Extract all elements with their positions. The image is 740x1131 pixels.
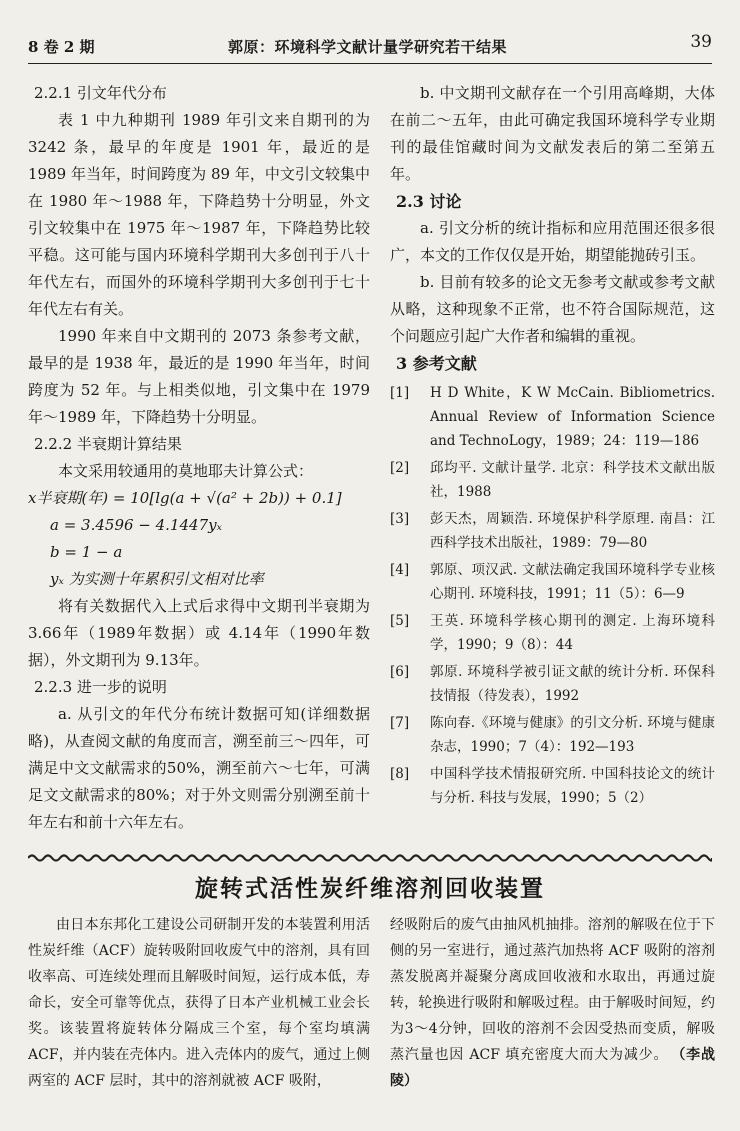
article-text-right-body: 经吸附后的废气由抽风机抽排。溶剂的解吸在位于下侧的另一室进行，通过蒸汽加热将 ACF 吸附的溶剂蒸发脱离并凝聚分离成回收液和水取出，再通过旋转，轮换进行吸附和解吸过程。由于解吸时间短，约为3～4分钟，回收的溶剂不会因受热而变质，解吸蒸汽量也因 ACF 填充密度大而大为减少。 bbox=[390, 917, 715, 1063]
reference-item bbox=[390, 711, 715, 759]
article-left-column bbox=[28, 912, 370, 1094]
right-column bbox=[390, 80, 715, 813]
section-2-2-3-title: 2.2.3 进一步的说明 bbox=[34, 678, 167, 696]
half-life-formula: x半衰期(年) = 10[lg(a + √(a² + 2b)) + 0.1] bbox=[28, 489, 342, 507]
section-2-2-3-para-a: a. 从引文的年代分布统计数据可知(详细数据略)，从查阅文献的角度而言，溯至前三～四年，可满足中文文献需求的50%，溯至前六～七年，可满足文文献需求的80%；对于外文则需分别溯至前十年左右和前十六年左右。 bbox=[28, 705, 370, 831]
section-2-2-2-para-1: 本文采用较通用的莫地耶夫计算公式： bbox=[58, 462, 314, 480]
reference-text: H D White，K W McCain. Bibliometrics. Annual Review of Information Science and TechnoLogy，1989；24：119—186 bbox=[430, 385, 715, 449]
section-2-2-1-title: 2.2.1 引文年代分布 bbox=[34, 84, 167, 102]
reference-number: [2] bbox=[390, 460, 410, 476]
section-2-3-title: 2.3 讨论 bbox=[396, 192, 462, 211]
running-title: 郭原：环境科学文献计量学研究若干结果 bbox=[228, 38, 508, 56]
reference-item bbox=[390, 660, 715, 708]
formula-yx-definition: yₓ 为实测十年累积引文相对比率 bbox=[50, 570, 264, 588]
article-author: （李战陵） bbox=[390, 1047, 715, 1089]
section-2-2-1-para-2: 1990 年来自中文期刊的 2073 条参考文献，最早的是 1938 年，最近的是 1990 年当年，时间跨度为 52 年。与上相类似地，引文集中在 1979 年～1989 年，下降趋势十分明显。 bbox=[28, 327, 370, 426]
left-column bbox=[28, 80, 370, 836]
article-right-column bbox=[390, 912, 715, 1094]
section-2-2-1-para-1: 表 1 中九种期刊 1989 年引文来自期刊的为 3242 条，最早的年度是 1901 年，最近的是 1989 年当年，时间跨度为 89 年，中文引文较集中在 1980 年～1988 年，下降趋势十分明显，外文引文较集中在 1975 年～1987 年，下降趋势比较平稳。这可能与国内环境科学期刊大多创刊于八十年代左右，而国外的环境科学期刊大多创刊于七十年代左右有关。 bbox=[28, 111, 370, 318]
reference-item bbox=[390, 762, 715, 810]
reference-number: [7] bbox=[390, 715, 410, 731]
reference-text: 陈向春.《环境与健康》的引文分析. 环境与健康杂志，1990；7（4）：192—193 bbox=[430, 715, 715, 755]
formula-a: a = 3.4596 − 4.1447yₓ bbox=[50, 516, 222, 534]
reference-number: [4] bbox=[390, 562, 410, 578]
reference-text: 王英. 环境科学核心期刊的测定. 上海环境科学，1990；9（8）：44 bbox=[430, 613, 715, 653]
reference-number: [5] bbox=[390, 613, 410, 629]
volume-label: 8 卷 2 期 bbox=[28, 38, 95, 56]
reference-text: 彭天杰，周颖浩. 环境保护科学原理. 南昌：江西科学技术出版社，1989：79—80 bbox=[430, 511, 715, 551]
wavy-divider bbox=[28, 851, 712, 865]
header-rule bbox=[28, 63, 712, 64]
formula-b: b = 1 − a bbox=[50, 543, 123, 561]
references-title: 3 参考文献 bbox=[396, 354, 477, 373]
reference-item bbox=[390, 507, 715, 555]
reference-text: 郭原. 环境科学被引证文献的统计分析. 环保科技情报（待发表），1992 bbox=[430, 664, 715, 704]
reference-text: 邱均平. 文献计量学. 北京：科学技术文献出版社，1988 bbox=[430, 460, 715, 500]
reference-number: [6] bbox=[390, 664, 410, 680]
reference-item bbox=[390, 381, 715, 453]
article-text-left: 由日本东邦化工建设公司研制开发的本装置利用活性炭纤维（ACF）旋转吸附回收废气中的溶剂，具有回收率高、可连续处理而且解吸时间短，运行成本低，寿命长，安全可靠等优点，获得了日本产业机械工业会长奖。该装置将旋转体分隔成三个室，每个室均填满 ACF，并内装在壳体内。进入壳体内的废气，通过上侧两室的 ACF 层时，其中的溶剂就被 ACF 吸附， bbox=[28, 917, 370, 1089]
running-header bbox=[28, 30, 712, 58]
reference-number: [3] bbox=[390, 511, 410, 527]
section-2-2-2-para-2: 将有关数据代入上式后求得中文期刊半衰期为 3.66年（1989年数据）或 4.14年（1990年数据），外文期刊为 9.13年。 bbox=[28, 597, 370, 669]
section-2-2-3-para-b: b. 中文期刊文献存在一个引用高峰期，大体在前二～五年，由此可确定我国环境科学专业期刊的最佳馆藏时间为文献发表后的第二至第五年。 bbox=[390, 84, 715, 183]
reference-text: 郭原、项汉武. 文献法确定我国环境科学专业核心期刊. 环境科技，1991；11（5）：6—9 bbox=[430, 562, 715, 602]
page-number: 39 bbox=[690, 32, 712, 52]
reference-item bbox=[390, 558, 715, 606]
reference-item bbox=[390, 609, 715, 657]
article-title: 旋转式活性炭纤维溶剂回收装置 bbox=[195, 876, 545, 902]
article-text-right bbox=[390, 912, 715, 1094]
reference-text: 中国科学技术情报研究所. 中国科技论文的统计与分析. 科技与发展，1990；5（2） bbox=[430, 766, 715, 806]
section-2-3-para-a: a. 引文分析的统计指标和应用范围还很多很广，本文的工作仅仅是开始，期望能抛砖引玉。 bbox=[390, 219, 715, 264]
section-2-3-para-b: b. 目前有较多的论文无参考文献或参考文献从略，这种现象不正常，也不符合国际规范，这个问题应引起广大作者和编辑的重视。 bbox=[390, 273, 715, 345]
reference-list bbox=[390, 381, 715, 810]
reference-number: [8] bbox=[390, 766, 410, 782]
reference-number: [1] bbox=[390, 385, 410, 401]
reference-item bbox=[390, 456, 715, 504]
section-2-2-2-title: 2.2.2 半衰期计算结果 bbox=[34, 435, 182, 453]
